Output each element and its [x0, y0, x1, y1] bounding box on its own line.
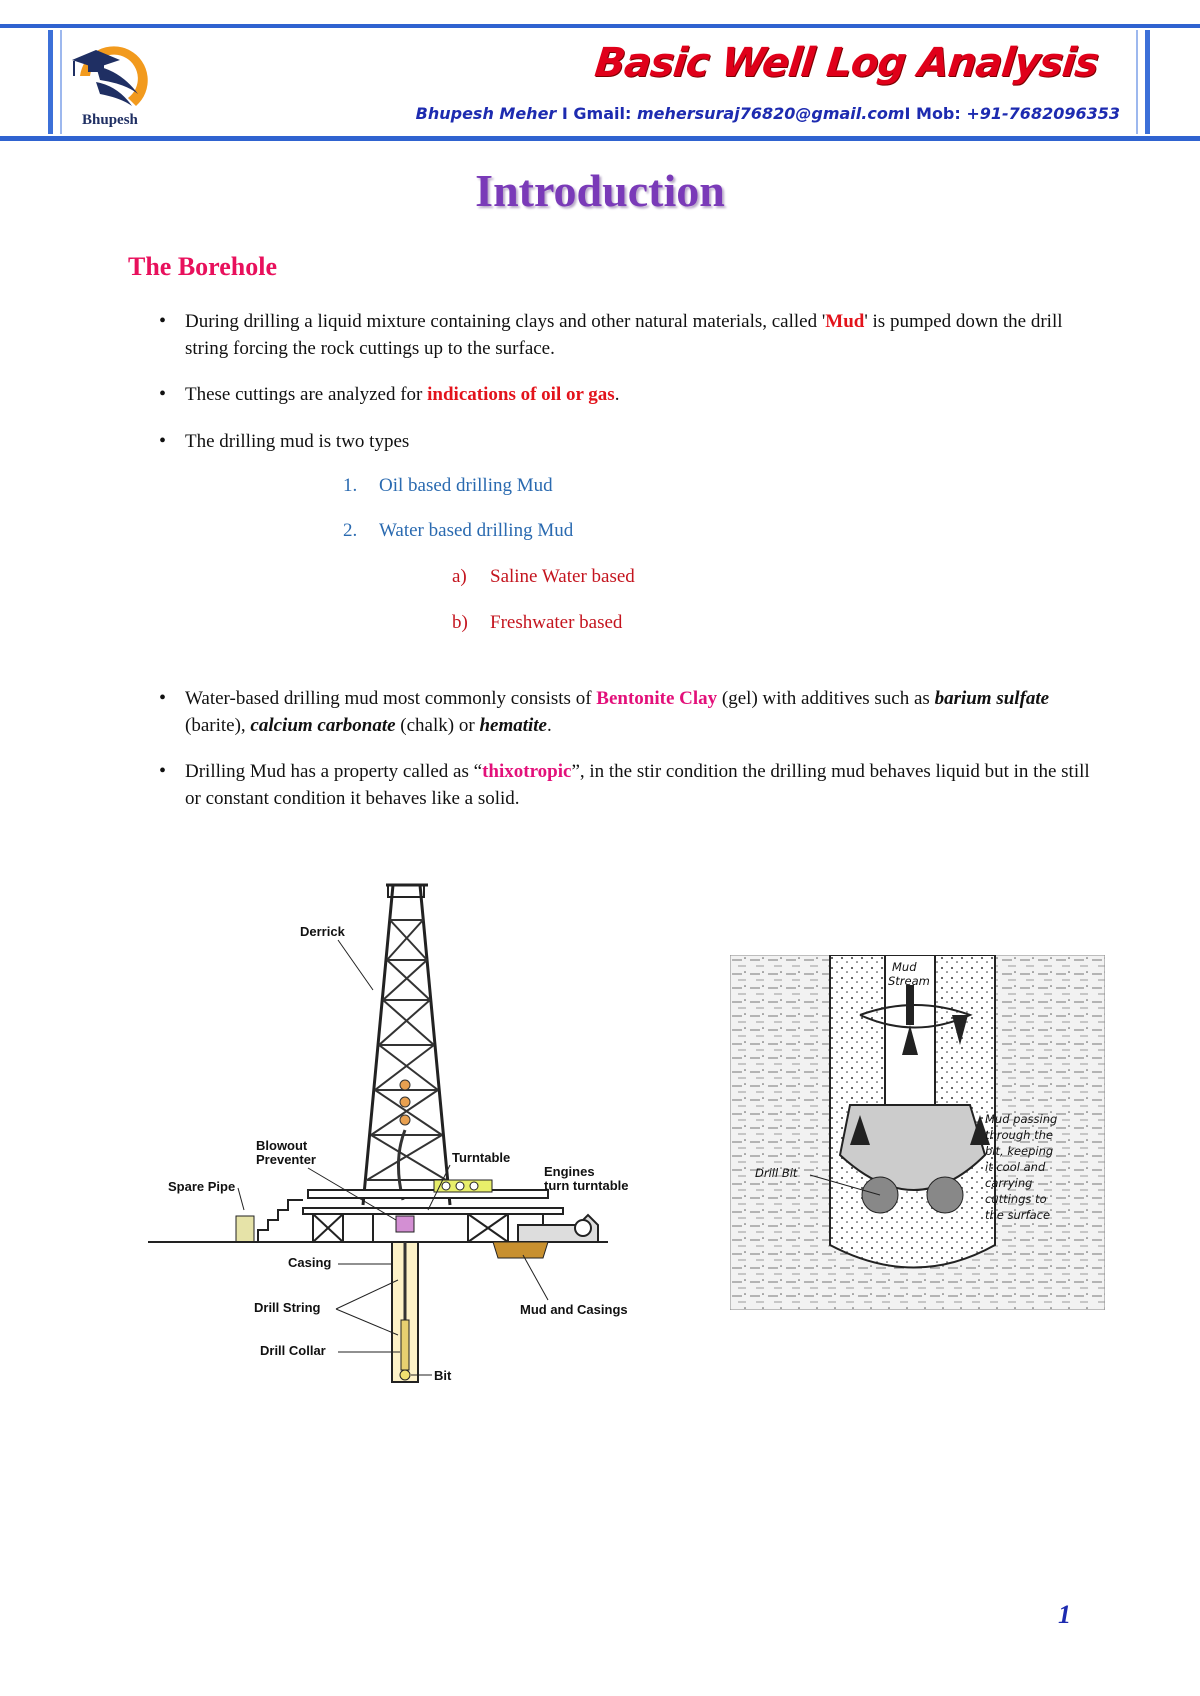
svg-text:carrying: carrying	[985, 1176, 1033, 1190]
svg-text:it cool and: it cool and	[985, 1160, 1046, 1174]
header-bottom-rule	[0, 136, 1200, 141]
mud-type-item: 1. Oil based drilling Mud	[343, 475, 553, 496]
page-number: 1	[1058, 1600, 1071, 1629]
header-top-rule	[0, 24, 1200, 28]
phone-number: +91-7682096353	[966, 104, 1120, 123]
label-mud-casings: Mud and Casings	[520, 1302, 628, 1317]
label-preventer: Preventer	[256, 1152, 316, 1167]
label-spare-pipe: Spare Pipe	[168, 1179, 236, 1194]
gmail-label: Gmail:	[573, 104, 637, 123]
label-drill-string: Drill String	[254, 1300, 321, 1315]
document-title: Basic Well Log Analysis	[592, 40, 1101, 86]
bullet-cuttings: • These cuttings are analyzed for indications of oil or gas.	[185, 381, 1095, 408]
label-engines: Engines	[544, 1164, 595, 1179]
section-heading: The Borehole	[128, 252, 278, 281]
svg-text:Mud passing: Mud passing	[985, 1112, 1058, 1126]
contact-line: Bhupesh Meher I Gmail: mehersuraj76820@gmail.comI Mob: +91-7682096353	[415, 104, 1120, 123]
water-subtype-item: b) Freshwater based	[452, 612, 623, 633]
label-drill-collar: Drill Collar	[260, 1343, 326, 1358]
label-drill-bit: Drill Bit	[755, 1166, 798, 1180]
page-header	[0, 24, 1200, 142]
label-bit: Bit	[434, 1368, 452, 1383]
bullet-mud-definition: • During drilling a liquid mixture containing clays and other natural materials, called 'Mud' is pumped down the drill string forcing the rock cuttings up to the surface.	[185, 308, 1095, 362]
svg-text:bit, keeping: bit, keeping	[985, 1144, 1054, 1158]
email-address[interactable]: mehersuraj76820@gmail.com	[636, 104, 905, 123]
bullet-water-based-mud: • Water-based drilling mud most commonly consists of Bentonite Clay (gel) with additives such as barium sulfate (barite), calcium carbonate (chalk) or hematite.	[185, 685, 1095, 739]
label-turntable: Turntable	[452, 1150, 511, 1165]
label-derrick: Derrick	[300, 924, 345, 939]
label-casing: Casing	[288, 1255, 332, 1270]
thixotropic-term: thixotropic	[482, 761, 572, 782]
mud-type-item: 2. Water based drilling Mud	[343, 520, 574, 541]
author-name: Bhupesh Meher	[415, 104, 557, 123]
mud-term: Mud	[825, 311, 865, 332]
mob-label: Mob:	[916, 104, 967, 123]
oil-gas-term: indications of oil or gas	[427, 384, 615, 405]
drill-bit-diagram	[730, 955, 1105, 1310]
label-engines-turntable: turn turntable	[544, 1178, 629, 1193]
bullet-thixotropic: • Drilling Mud has a property called as “thixotropic”, in the stir condition the drilling mud behaves liquid but in the still or constant condition it behaves like a solid.	[185, 758, 1095, 812]
svg-text:through the: through the	[985, 1128, 1053, 1142]
logo-text: Bhupesh	[82, 112, 138, 128]
svg-text:the surface: the surface	[985, 1208, 1051, 1222]
label-stream: Stream	[888, 974, 930, 988]
water-subtype-item: a) Saline Water based	[452, 566, 635, 587]
page-title: Introduction	[475, 165, 725, 216]
bullet-mud-types: • The drilling mud is two types	[185, 428, 1095, 455]
bentonite-term: Bentonite Clay	[596, 688, 718, 709]
svg-text:cuttings to: cuttings to	[985, 1192, 1047, 1206]
drilling-rig-diagram	[148, 880, 668, 1385]
label-blowout: Blowout	[256, 1138, 308, 1153]
label-mud: Mud	[892, 960, 917, 974]
